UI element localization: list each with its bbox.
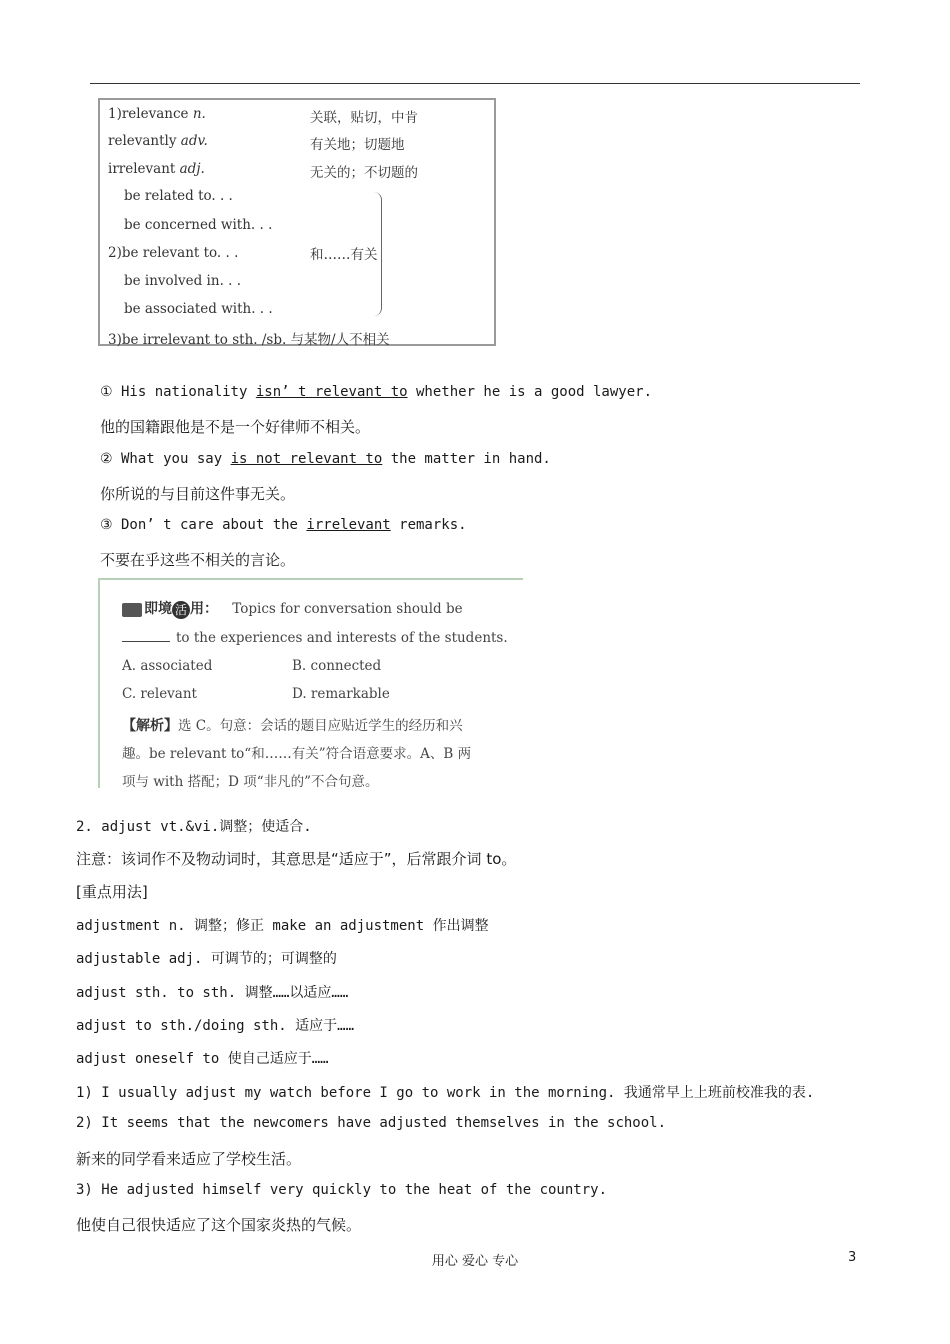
usage-adjustment: adjustment n. 调整；修正 make an adjustment 作出调整 — [76, 918, 489, 934]
answer-blank — [122, 641, 170, 642]
adjust-note: 注意：该词作不及物动词时，其意思是“适应于”，后常跟介词 to。 — [76, 850, 517, 868]
usage-adjust-to: adjust to sth./doing sth. 适应于…… — [76, 1018, 355, 1034]
exercise-box — [98, 578, 523, 788]
sentence-2: 2) It seems that the newcomers have adjusted themselves in the school. — [76, 1115, 667, 1131]
example-3-translation: 不要在乎这些不相关的言论。 — [100, 551, 296, 569]
phrase-relevant: 2)be relevant to. . . — [108, 245, 239, 261]
usage-adjust-oneself: adjust oneself to 使自己适应于…… — [76, 1051, 329, 1067]
analysis-line1: 【解析】选 C。句意：会话的题目应贴近学生的经历和兴 — [122, 718, 463, 734]
phrases-meaning: 和……有关 — [310, 247, 378, 263]
option-c: C. relevant — [122, 686, 197, 702]
exercise-question-line1: 即境 活 用： Topics for conversation should be — [122, 598, 463, 619]
phrase-involved: be involved in. . . — [124, 273, 242, 289]
phrase-associated: be associated with. . . — [124, 301, 273, 317]
circle-glyph-icon: 活 — [172, 601, 190, 619]
vocab-cn-relevance: 关联，贴切，中肯 — [310, 110, 418, 126]
book-icon — [122, 603, 142, 617]
sentence-1: 1) I usually adjust my watch before I go to work in the morning. 我通常早上上班前校准我的表. — [76, 1085, 815, 1101]
vocab-cn-irrelevant: 无关的；不切题的 — [310, 165, 418, 181]
exercise-question-line2: to the experiences and interests of the students. — [122, 630, 508, 646]
option-b: B. connected — [292, 658, 382, 674]
phrase-related: be related to. . . — [124, 188, 233, 204]
sentence-2-translation: 新来的同学看来适应了学校生活。 — [76, 1150, 302, 1168]
example-3: ③ Don’ t care about the irrelevant remarks. — [100, 517, 467, 533]
sentence-3-translation: 他使自己很快适应了这个国家炎热的气候。 — [76, 1216, 362, 1234]
sentence-3: 3) He adjusted himself very quickly to the heat of the country. — [76, 1182, 608, 1198]
usage-adjust-sth: adjust sth. to sth. 调整……以适应…… — [76, 985, 349, 1001]
vocabulary-box — [98, 98, 496, 346]
phrase-concerned: be concerned with. . . — [124, 217, 273, 233]
vocab-cn-relevantly: 有关地；切题地 — [310, 137, 405, 153]
analysis-line3: 项与 with 搭配；D 项“非凡的”不合句意。 — [122, 774, 379, 790]
option-d: D. remarkable — [292, 686, 390, 702]
option-a: A. associated — [122, 658, 213, 674]
header-rule — [90, 83, 860, 84]
vocab-word-irrelevant: irrelevant adj. — [108, 161, 205, 177]
example-2: ② What you say is not relevant to the matter in hand. — [100, 451, 551, 467]
usage-adjustable: adjustable adj. 可调节的；可调整的 — [76, 951, 337, 967]
example-1-translation: 他的国籍跟他是不是一个好律师不相关。 — [100, 418, 371, 436]
vocab-irrelevant-to: 3)be irrelevant to sth. /sb. 与某物/人不相关 — [108, 332, 390, 348]
vocab-word-relevance: 1)relevance n. — [108, 106, 206, 122]
example-1: ① His nationality isn’ t relevant to whether he is a good lawyer. — [100, 384, 652, 400]
usage-section-title: [重点用法] — [76, 883, 148, 901]
vocab-word-relevantly: relevantly adv. — [108, 133, 208, 149]
analysis-line2: 趣。be relevant to“和……有关”符合语意要求。A、B 两 — [122, 746, 472, 762]
example-2-translation: 你所说的与目前这件事无关。 — [100, 485, 296, 503]
adjust-heading: 2. adjust vt.&vi.调整；使适合. — [76, 819, 312, 835]
page-number: 3 — [848, 1250, 857, 1265]
footer-text: 用心 爱心 专心 — [431, 1254, 519, 1269]
